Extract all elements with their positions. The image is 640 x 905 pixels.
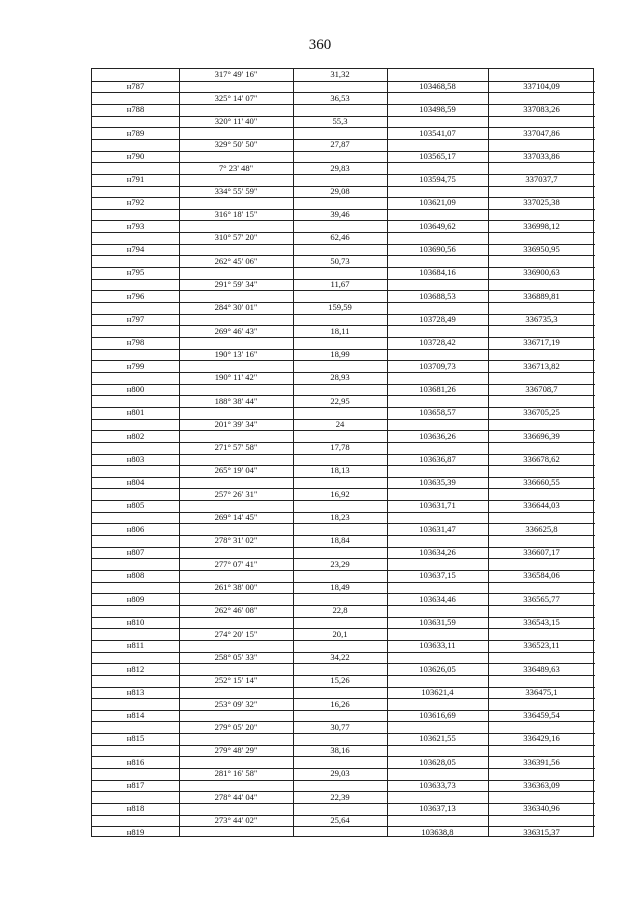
point-name: н802 bbox=[126, 430, 145, 441]
segment-length: 18,84 bbox=[330, 535, 350, 546]
coordinate-x: 103498,59 bbox=[419, 104, 456, 115]
coordinate-x: 103631,59 bbox=[419, 616, 456, 627]
point-name: н805 bbox=[126, 500, 145, 511]
direction-angle: 334° 55' 59" bbox=[214, 185, 258, 196]
coordinate-x: 103728,42 bbox=[419, 337, 456, 348]
segment-length: 22,95 bbox=[330, 395, 350, 406]
coordinate-x: 103468,58 bbox=[419, 80, 456, 91]
coordinate-x: 103658,57 bbox=[419, 407, 456, 418]
coordinate-y: 336660,55 bbox=[523, 477, 560, 488]
segment-length: 28,93 bbox=[330, 372, 350, 383]
coordinate-y: 337047,86 bbox=[523, 127, 560, 138]
direction-angle: 261° 38' 00" bbox=[214, 581, 258, 592]
coordinate-x: 103616,69 bbox=[419, 710, 456, 721]
direction-angle: 320° 11' 40" bbox=[214, 115, 258, 126]
coordinate-x: 103628,05 bbox=[419, 756, 456, 767]
segment-length: 18,13 bbox=[330, 465, 350, 476]
segment-length: 24 bbox=[335, 418, 345, 429]
coordinate-x: 103637,15 bbox=[419, 570, 456, 581]
segment-length: 30,77 bbox=[330, 721, 350, 732]
segment-length: 38,16 bbox=[330, 745, 350, 756]
segment-length: 29,03 bbox=[330, 768, 350, 779]
point-name: н799 bbox=[126, 360, 145, 371]
coordinate-x: 103684,16 bbox=[419, 267, 456, 278]
point-name: н787 bbox=[126, 80, 145, 91]
coordinate-x: 103634,46 bbox=[419, 593, 456, 604]
coordinate-y: 337025,38 bbox=[523, 197, 560, 208]
coordinate-x: 103709,73 bbox=[419, 360, 456, 371]
coordinate-x: 103638,8 bbox=[421, 826, 454, 837]
coordinate-y: 336489,63 bbox=[523, 663, 560, 674]
coordinate-y: 336625,8 bbox=[525, 523, 558, 534]
point-name: н791 bbox=[126, 174, 145, 185]
point-name: н797 bbox=[126, 314, 145, 324]
segment-length: 16,92 bbox=[330, 488, 350, 499]
segment-length: 20,1 bbox=[332, 628, 348, 639]
direction-angle: 284° 30' 01" bbox=[214, 302, 258, 313]
point-name: н789 bbox=[126, 127, 145, 138]
coordinate-y: 336475,1 bbox=[525, 686, 558, 697]
coordinate-y: 336584,06 bbox=[523, 570, 560, 581]
coordinate-x: 103728,49 bbox=[419, 314, 456, 324]
coordinate-y: 336713,82 bbox=[523, 360, 560, 371]
segment-length: 159,59 bbox=[328, 302, 352, 313]
point-name: н792 bbox=[126, 197, 145, 208]
direction-angle: 201° 39' 34" bbox=[214, 418, 258, 429]
coordinate-y: 336363,09 bbox=[523, 780, 560, 791]
coordinate-y: 336644,03 bbox=[523, 500, 560, 511]
point-name: н819 bbox=[126, 826, 145, 837]
segment-length: 22,8 bbox=[332, 605, 348, 616]
coordinate-y: 336523,11 bbox=[523, 640, 560, 651]
direction-angle: 316° 18' 15" bbox=[214, 209, 258, 220]
segment-length: 18,99 bbox=[330, 348, 350, 359]
direction-angle: 258° 05' 33" bbox=[214, 651, 258, 662]
direction-angle: 329° 50' 50" bbox=[214, 139, 258, 150]
segment-length: 22,39 bbox=[330, 791, 350, 802]
direction-angle: 265° 19' 04" bbox=[214, 465, 258, 476]
coordinate-x: 103649,62 bbox=[419, 220, 456, 231]
coordinate-x: 103633,11 bbox=[419, 640, 456, 651]
coordinate-y: 336429,16 bbox=[523, 733, 560, 744]
coordinate-y: 336696,39 bbox=[523, 430, 560, 441]
direction-angle: 279° 48' 29" bbox=[214, 745, 258, 756]
coordinate-x: 103635,39 bbox=[419, 477, 456, 488]
point-name: н793 bbox=[126, 220, 145, 231]
direction-angle: 262° 45' 06" bbox=[214, 255, 258, 266]
segment-length: 34,22 bbox=[330, 651, 350, 662]
coordinate-x: 103626,05 bbox=[419, 663, 456, 674]
segment-length: 62,46 bbox=[330, 232, 350, 243]
coordinate-x: 103621,55 bbox=[419, 733, 456, 744]
coordinate-x: 103636,87 bbox=[419, 453, 456, 464]
coordinate-x: 103621,09 bbox=[419, 197, 456, 208]
point-name: н790 bbox=[126, 150, 145, 161]
coordinate-y: 336705,25 bbox=[523, 407, 560, 418]
direction-angle: 190° 13' 16" bbox=[214, 348, 258, 359]
coordinate-x: 103631,71 bbox=[419, 500, 456, 511]
point-name: н809 bbox=[126, 593, 145, 604]
segment-length: 27,87 bbox=[330, 139, 350, 150]
segment-length: 31,32 bbox=[330, 69, 350, 80]
segment-length: 15,26 bbox=[330, 675, 350, 686]
point-name: н788 bbox=[126, 104, 145, 115]
direction-angle: 278° 44' 04" bbox=[214, 791, 258, 802]
coordinate-y: 336315,37 bbox=[523, 826, 560, 837]
coordinate-y: 337033,86 bbox=[523, 150, 560, 161]
coordinate-y: 337037,7 bbox=[525, 174, 558, 185]
segment-length: 18,49 bbox=[330, 581, 350, 592]
direction-angle: 278° 31' 02" bbox=[214, 535, 258, 546]
segment-length: 29,83 bbox=[330, 162, 350, 173]
segment-length: 18,11 bbox=[330, 325, 350, 336]
segment-length: 23,29 bbox=[330, 558, 350, 569]
point-name: н812 bbox=[126, 663, 145, 674]
direction-angle: 310° 57' 20" bbox=[214, 232, 258, 243]
point-name: н800 bbox=[126, 383, 145, 394]
coordinate-y: 336543,15 bbox=[523, 616, 560, 627]
segment-length: 50,73 bbox=[330, 255, 350, 266]
direction-angle: 325° 14' 07" bbox=[214, 92, 258, 103]
segment-length: 39,46 bbox=[330, 209, 350, 220]
coordinate-x: 103690,56 bbox=[419, 244, 456, 255]
coordinate-x: 103681,26 bbox=[419, 383, 456, 394]
coordinate-x: 103636,26 bbox=[419, 430, 456, 441]
page-number: 360 bbox=[308, 37, 332, 53]
direction-angle: 262° 46' 08" bbox=[214, 605, 258, 616]
direction-angle: 188° 38' 44" bbox=[214, 395, 258, 406]
segment-length: 29,08 bbox=[330, 185, 350, 196]
coordinate-y: 337104,09 bbox=[523, 80, 560, 91]
point-name: н811 bbox=[126, 640, 145, 651]
point-name: н810 bbox=[126, 616, 145, 627]
coordinate-x: 103631,47 bbox=[419, 523, 456, 534]
direction-angle: 253° 09' 32" bbox=[214, 698, 258, 709]
direction-angle: 257° 26' 31" bbox=[214, 488, 258, 499]
segment-length: 36,53 bbox=[330, 92, 350, 103]
coordinate-x: 103565,17 bbox=[419, 150, 456, 161]
coordinate-y: 336998,12 bbox=[523, 220, 560, 231]
direction-angle: 317° 49' 16" bbox=[214, 69, 258, 80]
coordinate-y: 336607,17 bbox=[523, 547, 560, 558]
coordinate-y: 336459,54 bbox=[523, 710, 560, 721]
segment-length: 18,23 bbox=[330, 512, 350, 523]
coordinate-y: 336340,96 bbox=[523, 803, 560, 814]
coordinate-y: 337083,26 bbox=[523, 104, 560, 115]
direction-angle: 271° 57' 58" bbox=[214, 442, 258, 453]
coordinate-y: 336391,56 bbox=[523, 756, 560, 767]
direction-angle: 190° 11' 42" bbox=[214, 372, 258, 383]
coordinate-x: 103637,13 bbox=[419, 803, 456, 814]
direction-angle: 279° 05' 20" bbox=[214, 721, 258, 732]
segment-length: 16,26 bbox=[330, 698, 350, 709]
point-name: н813 bbox=[126, 686, 145, 697]
direction-angle: 269° 14' 45" bbox=[214, 512, 258, 523]
coordinate-y: 336717,19 bbox=[523, 337, 560, 348]
point-name: н807 bbox=[126, 547, 145, 558]
point-name: н816 bbox=[126, 756, 145, 767]
coordinate-y: 336708,7 bbox=[525, 383, 558, 394]
coordinate-y: 336900,63 bbox=[523, 267, 560, 278]
segment-length: 11,67 bbox=[330, 279, 350, 290]
coordinate-x: 103633,73 bbox=[419, 780, 456, 791]
direction-angle: 291° 59' 34" bbox=[214, 279, 258, 290]
segment-length: 17,78 bbox=[330, 442, 350, 453]
coordinates-table bbox=[91, 68, 594, 837]
direction-angle: 274° 20' 15" bbox=[214, 628, 258, 639]
direction-angle: 281° 16' 58" bbox=[214, 768, 258, 779]
direction-angle: 7° 23' 48" bbox=[218, 162, 254, 173]
coordinate-x: 103621,4 bbox=[421, 686, 454, 697]
point-name: н806 bbox=[126, 523, 145, 534]
coordinate-x: 103541,07 bbox=[419, 127, 456, 138]
segment-length: 25,64 bbox=[330, 815, 350, 826]
direction-angle: 252° 15' 14" bbox=[214, 675, 258, 686]
point-name: н803 bbox=[126, 453, 145, 464]
point-name: н808 bbox=[126, 570, 145, 581]
direction-angle: 269° 46' 43" bbox=[214, 325, 258, 336]
coordinate-x: 103634,26 bbox=[419, 547, 456, 558]
direction-angle: 273° 44' 02" bbox=[214, 815, 258, 826]
point-name: н796 bbox=[126, 290, 145, 301]
point-name: н804 bbox=[126, 477, 145, 488]
coordinate-x: 103688,53 bbox=[419, 290, 456, 301]
coordinate-y: 336889,81 bbox=[523, 290, 560, 301]
point-name: н817 bbox=[126, 780, 145, 791]
segment-length: 55,3 bbox=[332, 115, 348, 126]
point-name: н818 bbox=[126, 803, 145, 814]
coordinate-y: 336565,77 bbox=[523, 593, 560, 604]
point-name: н815 bbox=[126, 733, 145, 744]
coordinate-y: 336735,3 bbox=[525, 314, 558, 324]
point-name: н798 bbox=[126, 337, 145, 348]
point-name: н801 bbox=[126, 407, 145, 418]
point-name: н794 bbox=[126, 244, 145, 255]
point-name: н795 bbox=[126, 267, 145, 278]
coordinate-y: 336950,95 bbox=[523, 244, 560, 255]
direction-angle: 277° 07' 41" bbox=[214, 558, 258, 569]
coordinate-y: 336678,62 bbox=[523, 453, 560, 464]
point-name: н814 bbox=[126, 710, 145, 721]
coordinate-x: 103594,75 bbox=[419, 174, 456, 185]
